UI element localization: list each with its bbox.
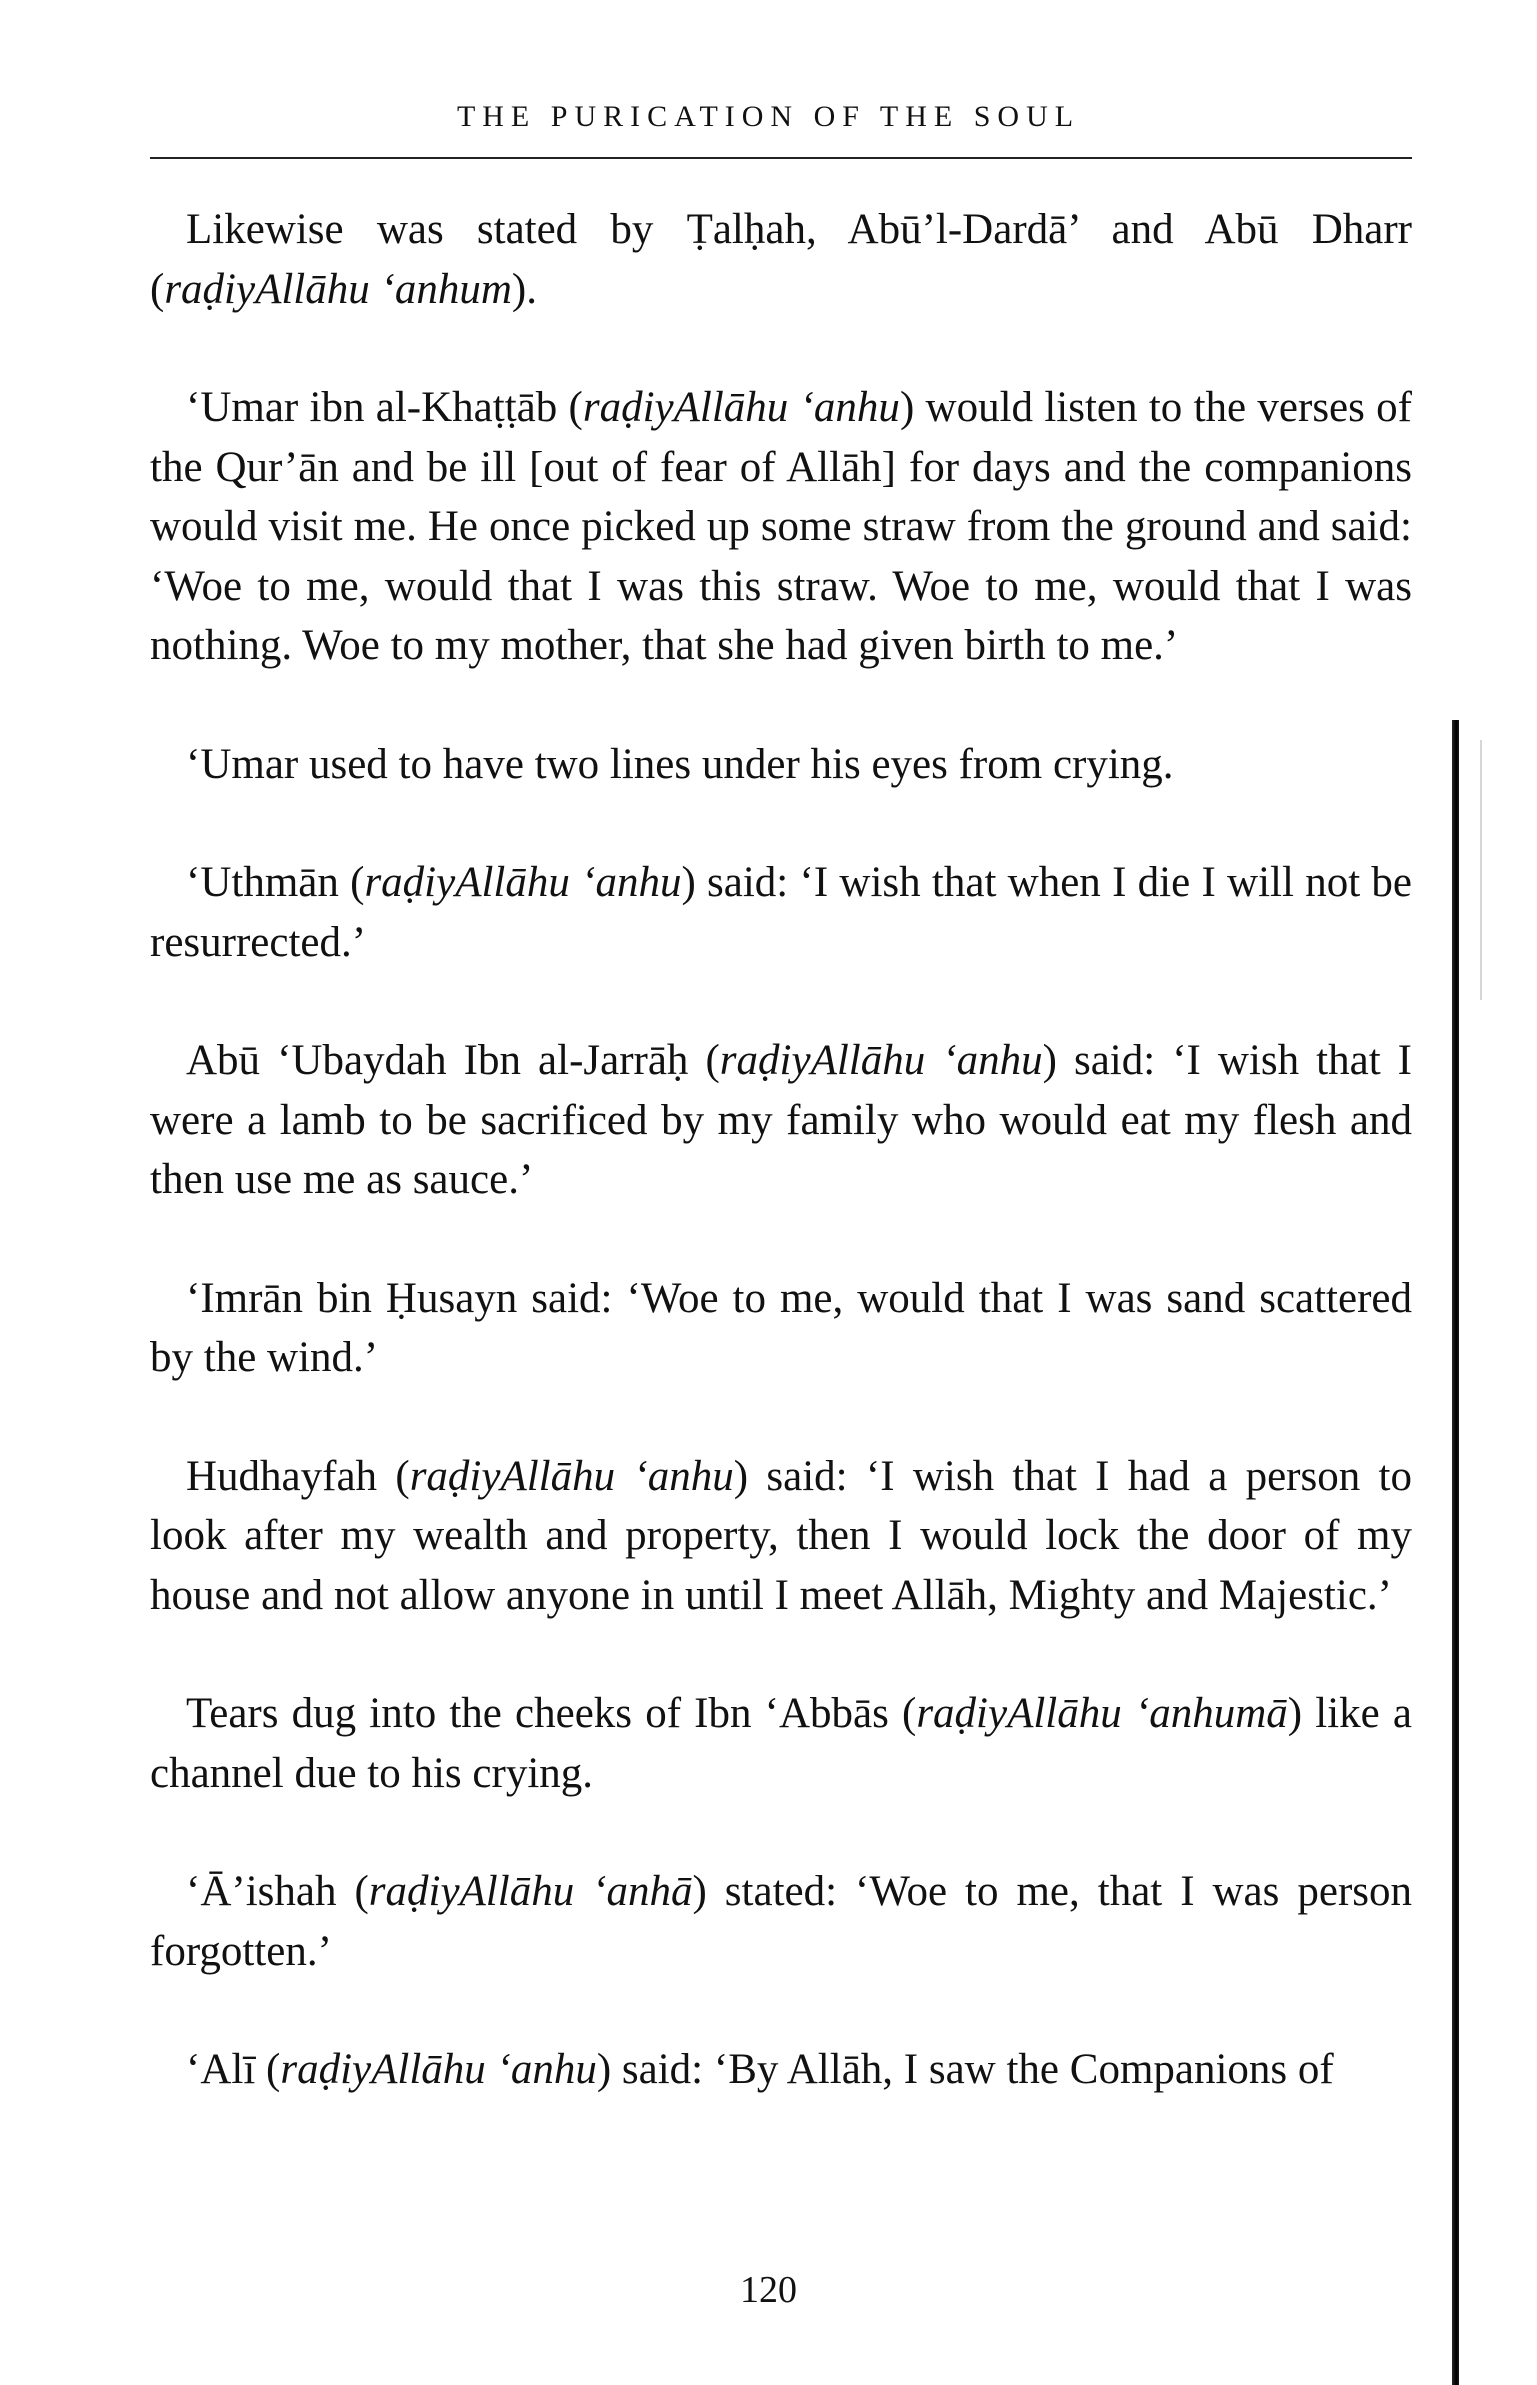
page-number: 120 <box>740 2269 797 2311</box>
honorific-italic: raḍiyAllāhu ‘anhum <box>164 265 512 313</box>
text-run: ) said: ‘I wish that when I die I will not be resurrected.’ <box>150 859 1412 966</box>
text-run: ‘Umar used to have two lines under his eyes from crying. <box>186 740 1174 788</box>
text-run: ) said: ‘By Allāh, I saw the Companions of <box>596 2046 1334 2093</box>
text-run: ) stated: ‘Woe to me, that I was person forgotten.’ <box>150 1868 1412 1975</box>
page-edge-speck <box>1480 740 1482 1000</box>
text-run: Hudhayfah ( <box>186 1452 410 1500</box>
text-run: Abū ‘Ubaydah Ibn al-Jarrāḥ ( <box>186 1037 720 1084</box>
paragraph <box>150 735 1412 795</box>
text-run: ). <box>511 265 537 313</box>
text-run: ‘Imrān bin Ḥusayn said: ‘Woe to me, would that I was sand scattered by the wind.’ <box>150 1274 1412 1381</box>
paragraph <box>150 200 1412 319</box>
text-run: ‘Uthmān ( <box>186 859 365 906</box>
paragraph <box>150 378 1412 676</box>
text-run: Likewise was stated by Ṭalḥah, Abū’l-Dardā’ and Abū Dharr ( <box>150 206 1412 313</box>
text-run: ) said: ‘I wish that I were a lamb to be sacrificed by my family who would eat my flesh and then use me as sauce.’ <box>150 1037 1413 1203</box>
page-edge-shadow <box>1452 720 1459 2385</box>
paragraph <box>150 2040 1412 2100</box>
paragraph <box>150 1862 1412 1981</box>
honorific-italic: raḍiyAllāhu ‘anhumā <box>916 1690 1288 1737</box>
honorific-italic: raḍiyAllāhu ‘anhu <box>719 1037 1043 1084</box>
running-head-title: THE PURICATION OF THE SOUL <box>456 100 1081 133</box>
header-rule <box>150 157 1412 159</box>
text-run: ) said: ‘I wish that I had a person to look after my wealth and property, then I would lock the door of my house and not allow anyone in until I meet Allāh, Mighty and Majestic.’ <box>150 1452 1412 1619</box>
honorific-italic: raḍiyAllāhu ‘anhā <box>368 1868 693 1915</box>
text-run: ) would listen to the verses of the Qur’ān and be ill [out of fear of Allāh] for days and the companions would visit me. He once picked up some straw from the ground and said: ‘Woe to me, would that I was this straw. Woe to me, would that I was nothing. Woe to my mother, that she had given birth to me.’ <box>150 384 1412 669</box>
text-run: ‘Alī ( <box>186 2046 281 2093</box>
paragraph <box>150 1684 1412 1803</box>
text-run: ‘Umar ibn al-Khaṭṭāb ( <box>186 384 583 431</box>
honorific-italic: raḍiyAllāhu ‘anhu <box>409 1452 734 1500</box>
paragraph <box>150 1269 1412 1388</box>
paragraph <box>150 1447 1412 1626</box>
honorific-italic: raḍiyAllāhu ‘anhu <box>280 2046 597 2093</box>
honorific-italic: raḍiyAllāhu ‘anhu <box>364 859 682 906</box>
paragraph <box>150 853 1412 972</box>
body-text <box>150 200 1412 2159</box>
paragraph <box>150 1031 1412 1210</box>
text-run: ‘Ā’ishah ( <box>186 1868 369 1915</box>
text-run: Tears dug into the cheeks of Ibn ‘Abbās ( <box>186 1690 917 1737</box>
honorific-italic: raḍiyAllāhu ‘anhu <box>582 384 900 431</box>
text-run: ) like a channel due to his crying. <box>150 1690 1412 1797</box>
